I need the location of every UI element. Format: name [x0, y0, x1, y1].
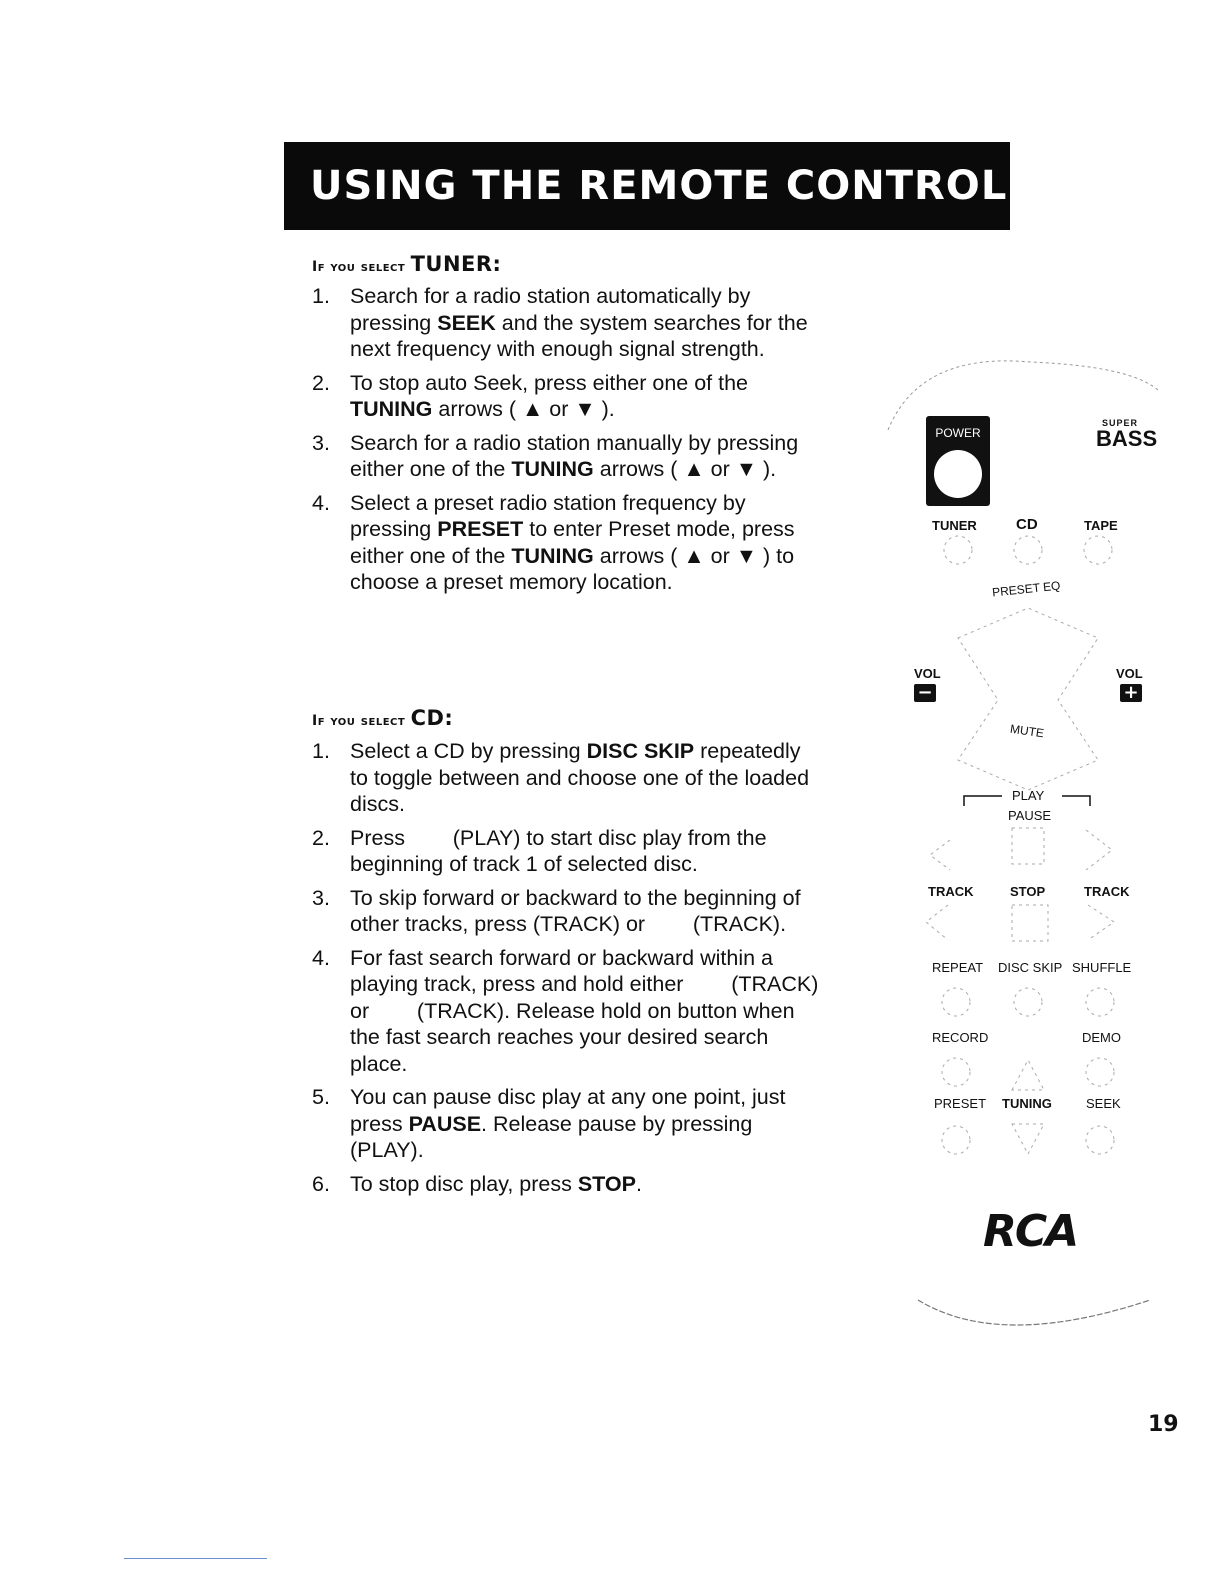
heading-prefix: If you select	[312, 713, 406, 729]
step-text	[350, 1171, 822, 1198]
step-number: 4.	[312, 490, 330, 515]
step-text	[350, 885, 822, 938]
track-forward-button[interactable]: TRACK	[1084, 884, 1130, 899]
tuner-section-heading	[312, 252, 501, 276]
text-run: Press (PLAY) to start disc play from the beginning of track 1 of selected disc.	[350, 825, 773, 876]
text-run: To stop disc play, press	[350, 1171, 578, 1196]
power-label: POWER	[935, 426, 981, 440]
text-run: To skip forward or backward to the beginning of other tracks, press (TRACK) or (TRACK).	[350, 885, 807, 936]
text-run: Search for a radio station manually by pressing either one of the	[350, 430, 805, 481]
preset-button[interactable]: PRESET	[934, 1096, 987, 1111]
heading-target: TUNER:	[410, 252, 502, 276]
text-run: arrows ( ▲ or ▼ ).	[432, 397, 615, 421]
tape-button[interactable]: TAPE	[1084, 518, 1118, 533]
page-title: USING THE REMOTE CONTROL	[310, 163, 1008, 209]
super-label: SUPER	[1102, 418, 1139, 428]
keyword: STOP	[577, 1171, 636, 1196]
keyword: PRESET	[437, 517, 524, 541]
vol-right-label: VOL	[1116, 666, 1143, 681]
shuffle-button[interactable]: SHUFFLE	[1072, 960, 1132, 975]
page-number: 19	[1148, 1412, 1179, 1437]
step-number: 3.	[312, 885, 330, 910]
list-item	[312, 945, 825, 1078]
demo-button[interactable]: DEMO	[1082, 1030, 1121, 1045]
step-number: 4.	[312, 945, 330, 970]
power-icon	[934, 450, 982, 498]
super-bass-button[interactable]: BASS	[1096, 426, 1158, 451]
text-run: Search for a radio station automatically by pressing	[350, 284, 757, 335]
keyword: TUNING	[511, 543, 594, 568]
pause-label: PAUSE	[1008, 808, 1052, 823]
text-run: .	[636, 1171, 642, 1196]
cd-steps-list	[312, 738, 825, 1204]
list-item	[312, 283, 822, 363]
rca-logo: RCA	[983, 1206, 1078, 1257]
step-text	[350, 1084, 822, 1164]
seek-button[interactable]: SEEK	[1086, 1096, 1121, 1111]
list-item	[312, 370, 822, 423]
keyword: DISC SKIP	[586, 739, 695, 763]
repeat-button[interactable]: REPEAT	[932, 960, 984, 975]
remote-control-illustration	[880, 360, 1180, 1360]
record-button[interactable]: RECORD	[932, 1030, 989, 1045]
step-number: 5.	[312, 1085, 330, 1109]
step-number: 1.	[312, 739, 330, 763]
step-text	[350, 945, 825, 1078]
step-text	[350, 738, 822, 818]
step-number: 2.	[312, 370, 330, 395]
disc-skip-button[interactable]: DISC SKIP	[998, 960, 1063, 975]
preset-eq-button[interactable]: PRESET EQ	[991, 578, 1062, 600]
text-run: Select a CD by pressing	[350, 739, 587, 763]
list-item	[312, 885, 822, 938]
text-run: For fast search forward or backward within a playing track, press and hold either (TRACK) or (TRACK). Release hold on button when the fast search reaches your desired search place.	[350, 945, 825, 1076]
keyword: PAUSE	[408, 1111, 482, 1136]
step-text	[350, 370, 822, 423]
text-run: You can pause disc play at any one point, just press	[350, 1085, 792, 1136]
stop-button[interactable]: STOP	[1010, 884, 1046, 899]
step-text	[350, 283, 822, 363]
list-item	[312, 738, 822, 818]
cd-section-heading	[312, 706, 453, 730]
heading-target: CD:	[410, 706, 454, 730]
volume-up-button[interactable]: +	[1120, 684, 1142, 702]
mute-button[interactable]: MUTE	[1009, 721, 1045, 741]
volume-down-button[interactable]: −	[914, 684, 936, 702]
play-label: PLAY	[1012, 788, 1045, 803]
step-text	[350, 490, 822, 596]
vol-left-label: VOL	[914, 666, 941, 681]
list-item	[312, 825, 822, 878]
footer-divider	[124, 1558, 267, 1559]
step-text	[350, 825, 822, 878]
step-number: 3.	[312, 430, 330, 455]
keyword: SEEK	[437, 310, 496, 335]
step-text	[350, 430, 822, 483]
list-item	[312, 1171, 822, 1198]
keyword: TUNING	[350, 397, 433, 421]
tuning-button[interactable]: TUNING	[1002, 1096, 1052, 1111]
text-run: . Release pause by pressing (PLAY).	[350, 1111, 795, 1162]
text-run: arrows ( ▲ or ▼ ).	[593, 457, 777, 481]
power-button[interactable]	[926, 416, 990, 506]
tuner-steps-list	[312, 283, 822, 603]
text-run: Select a preset radio station frequency by pressing	[350, 490, 752, 541]
text-run: and the system searches for the next frequency with enough signal strength.	[350, 310, 814, 361]
page-title-banner	[284, 142, 1010, 230]
tuner-button[interactable]: TUNER	[932, 518, 977, 533]
text-run: to enter Preset mode, press either one of the	[350, 517, 801, 568]
heading-prefix: If you select	[312, 259, 406, 275]
list-item	[312, 1084, 822, 1164]
step-number: 2.	[312, 825, 330, 850]
list-item	[312, 430, 822, 483]
step-number: 6.	[312, 1171, 330, 1196]
keyword: TUNING	[511, 457, 594, 481]
cd-button[interactable]: CD	[1016, 516, 1038, 533]
track-back-button[interactable]: TRACK	[928, 884, 974, 899]
text-run: arrows ( ▲ or ▼ ) to choose a preset memory location.	[350, 543, 801, 594]
text-run: repeatedly to toggle between and choose one of the loaded discs.	[350, 739, 816, 816]
list-item	[312, 490, 822, 596]
step-number: 1.	[312, 284, 330, 308]
text-run: To stop auto Seek, press either one of the	[350, 370, 754, 395]
